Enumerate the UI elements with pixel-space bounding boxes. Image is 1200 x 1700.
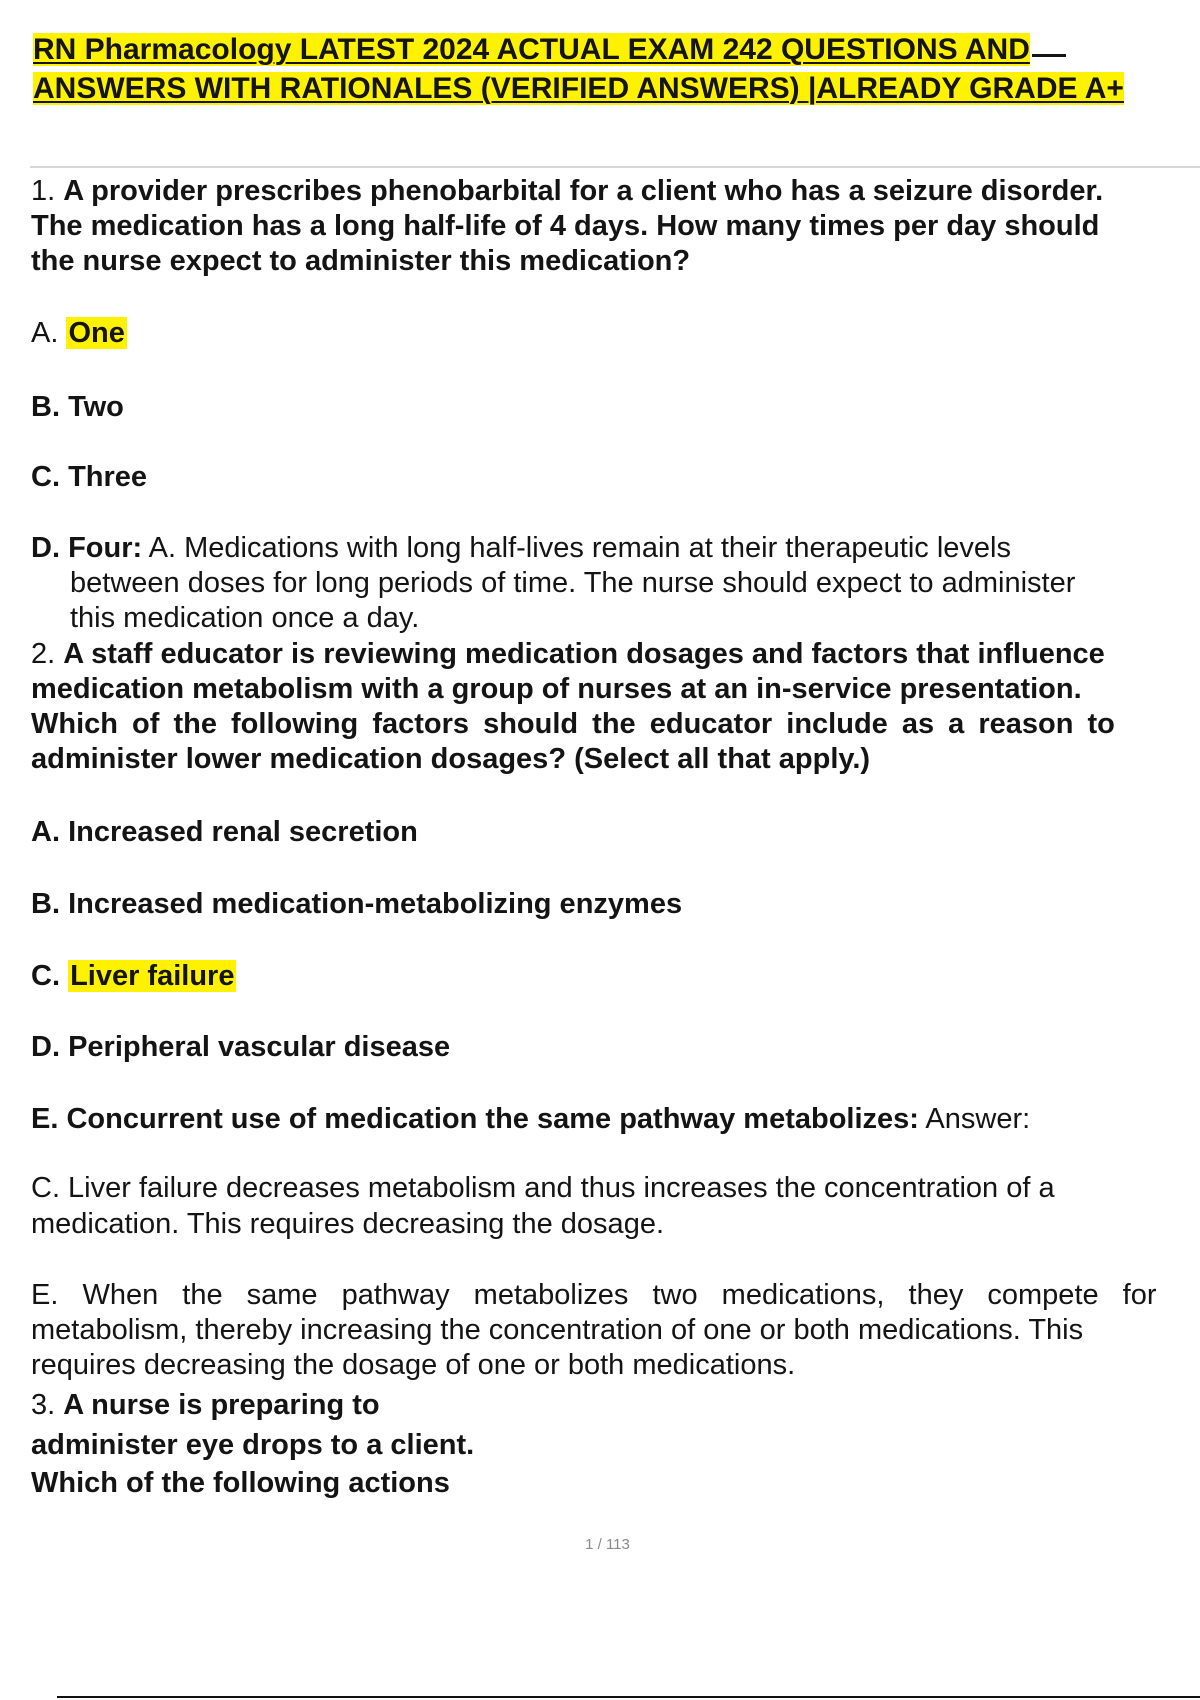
title-underline-dash (1032, 54, 1066, 57)
q2-option-e: E. Concurrent use of medication the same pathway metabolizes: Answer: (31, 1103, 1031, 1135)
q2-stem-line-3: Which of the following factors should the educator include as a reason to (31, 708, 1115, 740)
q2-rationale-e-line-2: metabolism, thereby increasing the concentration of one or both medications. This (31, 1314, 1084, 1346)
document-title (33, 30, 1200, 108)
page-indicator: 1 / 113 (585, 1536, 630, 1553)
q2-stem-line-1: 2. A staff educator is reviewing medication dosages and factors that influence (31, 638, 1105, 670)
q1-stem-line-1: 1. A provider prescribes phenobarbital for a client who has a seizure disorder. (31, 175, 1104, 207)
q2-answer-label: Answer: (925, 1103, 1031, 1135)
q1-stem-line-3: the nurse expect to administer this medication? (31, 245, 691, 277)
q2-rationale-e-line-3: requires decreasing the dosage of one or both medications. (31, 1349, 796, 1381)
q2-option-a: A. Increased renal secretion (31, 816, 418, 848)
q3-stem-line-3: Which of the following actions (31, 1467, 450, 1499)
footer-divider (57, 1696, 1200, 1698)
q2-rationale-c-line-1: C. Liver failure decreases metabolism and thus increases the concentration of a (31, 1172, 1055, 1204)
q2-option-c: C. Liver failure (31, 960, 235, 992)
q2-rationale-c-line-2: medication. This requires decreasing the dosage. (31, 1208, 665, 1240)
q2-stem-line-2: medication metabolism with a group of nurses at an in-service presentation. (31, 673, 1082, 705)
q3-stem-line-1: 3. A nurse is preparing to (31, 1389, 380, 1421)
q1-correct-answer-highlight: One (68, 317, 125, 349)
q1-option-d: D. Four: A. Medications with long half-lives remain at their therapeutic levels (31, 532, 1011, 564)
q1-rationale-line-2: between doses for long periods of time. The nurse should expect to administer (70, 567, 1076, 599)
q1-option-c: C. Three (31, 461, 148, 493)
q1-rationale-line-3: this medication once a day. (70, 602, 420, 634)
title-line-1: RN Pharmacology LATEST 2024 ACTUAL EXAM 242 QUESTIONS AND (33, 30, 1200, 69)
q1-stem-line-2: The medication has a long half-life of 4 days. How many times per day should (31, 210, 1100, 242)
q2-option-d: D. Peripheral vascular disease (31, 1031, 451, 1063)
q1-option-b: B. Two (31, 391, 124, 423)
q2-correct-answer-highlight: Liver failure (70, 960, 235, 992)
q1-rationale-line-1: A. Medications with long half-lives remain at their therapeutic levels (148, 532, 1011, 564)
title-line-2: ANSWERS WITH RATIONALES (VERIFIED ANSWERS) |ALREADY GRADE A+ (33, 72, 1124, 105)
q2-rationale-e-line-1: E. When the same pathway metabolizes two medications, they compete for (31, 1279, 1157, 1311)
q1-option-a: A. One (31, 317, 125, 349)
q2-stem-line-4: administer lower medication dosages? (Select all that apply.) (31, 743, 871, 775)
q2-option-b: B. Increased medication-metabolizing enzymes (31, 888, 683, 920)
title-separator (30, 166, 1200, 168)
q3-stem-line-2: administer eye drops to a client. (31, 1429, 475, 1461)
